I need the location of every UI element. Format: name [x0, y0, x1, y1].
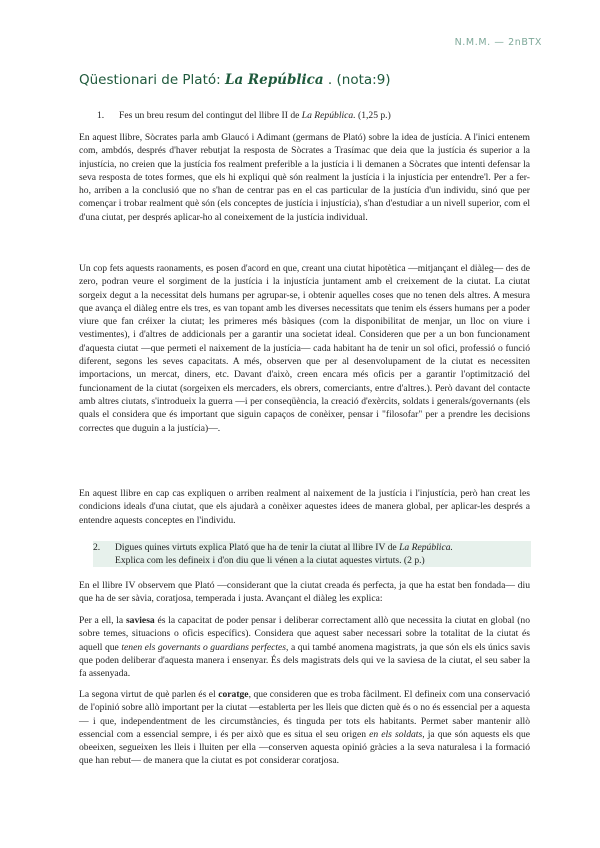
p6-mid: , que consideren que es troba fàcilment. El defineix com una conservació de l'opinió sobre allò important per la ciutat —establerta per les lleis que dicten què és o no és essencial per a aquesta— i que, independentment de les circumstàncies, és tinguda per tots els habitants. Permet saber mantenir allò essencial com a essencial sempre, i és per això que es situa el seu origen	[79, 689, 531, 740]
question-1-book: La República.	[301, 110, 356, 121]
title-suffix: . (nota:9)	[323, 72, 391, 88]
p6-end: , ja que són aquests els que obeeixen, segueixen les lleis i lluiten per ella —conserven aquesta opinió gràcies a la seva naturalesa i la formació que han rebut— de manera que la ciutat es pot considerar coratjosa.	[79, 728, 531, 767]
title-book: La República	[224, 72, 324, 88]
answer-1-paragraph-1: En aquest llibre, Sòcrates parla amb Glaucó i Adimant (germans de Plató) sobre la idea de justícia. A l'inici entenem com, ambdós, després d'haver rebutjat la resposta de Sòcrates a Trasímac que deia que la justícia és superior a la injustícia, no creien que la justícia fos realment preferible a la justícia i li demanen a Sòcrates que intenti defensar la seva resposta de totes formes, que els hi expliqui què són realment la justícia i la injustícia per entendre'l. Per a fer-ho, arriben a la conclusió que no s'han de centrar pas en el cas particular de la justícia d'un individu, sinó que per començar i trobar realment què són (els conceptes de justícia i injustícia), s'han d'estudiar a un nivell superior, com el d'una ciutat, per després aplicar-ho al coneixement de la justícia individual.	[79, 132, 530, 223]
question-2-number: 2.	[93, 542, 101, 553]
p5-italic: tenen els governants o guardians perfectes	[121, 641, 287, 653]
answer-2-paragraph-2	[79, 614, 530, 680]
p6-start: La segona virtut de què parlen és el	[79, 689, 219, 700]
term-coratge: coratge	[218, 689, 249, 700]
question-1	[79, 109, 531, 122]
p5-end: , a qui també anomena magistrats, ja que són els els únics savis que poden deliberar d'aquesta manera i ensenyar. És dels magistrats dels qui ve la saviesa de la ciutat, el seu saber la fa assenyada.	[79, 641, 531, 680]
page-header: N.M.M. — 2nBTX	[454, 37, 542, 48]
term-saviesa: saviesa	[125, 615, 155, 626]
page-title	[79, 72, 391, 88]
answer-2-paragraph-1: En el llibre IV observem que Plató —considerant que la ciutat creada és perfecta, ja que ha estat ben fondada— diu que ha de ser sàvia, coratjosa, temperada i justa. Avançant el diàleg les explica:	[79, 580, 530, 605]
title-prefix: Qüestionari de Plató:	[79, 72, 225, 88]
answer-1-paragraph-3: En aquest llibre en cap cas expliquen o arriben realment al naixement de la justícia i l'injustícia, però han creat les condicions ideals d'una ciutat, que els ajudarà a conèixer aquestes idees de manera global, per aplicar-les després a entendre aquests conceptes en l'individu.	[79, 488, 530, 526]
question-1-text: Fes un breu resum del contingut del llibre II de	[119, 110, 302, 121]
p5-start: Per a ell, la	[79, 615, 126, 626]
question-2-book: La República.	[399, 542, 453, 553]
question-2-line2: Explica com les defineix i d'on diu que li vénen a la ciutat aquestes virtuts. (2 p.)	[115, 555, 425, 566]
question-1-number: 1.	[97, 110, 105, 121]
question-2	[93, 541, 531, 567]
question-2-text: Digues quines virtuts explica Plató que ha de tenir la ciutat al llibre IV de	[115, 542, 400, 553]
question-1-points: (1,25 p.)	[355, 110, 391, 121]
p5-mid: és la capacitat de poder pensar i deliberar correctament allò que necessita la ciutat en global (no sobre temes, situacions o oficis específics). Considera que aquest saber necessari sobre la totalitat de la ciutat és aquell que	[79, 615, 531, 653]
answer-1-paragraph-2: Un cop fets aquests raonaments, es posen d'acord en que, creant una ciutat hipotètica —mitjançant el diàleg— des de zero, podran veure el sorgiment de la justícia i la injustícia juntament amb el creixement de la ciutat. La ciutat sorgeix degut a la necessitat dels humans per agrupar-se, i obtenir aquelles coses que no tenen dels altres. A mesura que avança el diàleg entre els tres, es van topant amb les diverses necessitats que tenim els éssers humans per a poder viure que fan créixer la ciutat; les primeres més bàsiques (com la disponibilitat de menjar, un lloc on viure i vestimentes), i d'altres de addicionals per a garantir una societat ideal. Consideren que per a un bon funcionament d'aquesta ciutat —que permeti el naixement de la justícia— cada habitant ha de tenir un sol ofici, professió o funció diferent, segons les seves capacitats. A més, observen que per al desenvolupament de la ciutat es necessiten importacions, un mercat, diners, etc. Davant d'això, creen encara més oficis per a garantir l'optimització del funcionament de la ciutat (sorgeixen els mercaders, els obrers, comerciants, entre d'altres.). Però davant del contacte amb altres ciutats, s'introdueix la guerra —i per conseqüència, la creació d'exèrcits, soldats i generals/governants (els quals el considera que és important que siguin capaços de conèixer, pensar i "filosofar" per a prendre les decisions correctes que duguin a la justícia)—.	[79, 263, 530, 434]
answer-2-paragraph-3	[79, 688, 530, 768]
p6-italic: en els soldats	[369, 728, 423, 740]
